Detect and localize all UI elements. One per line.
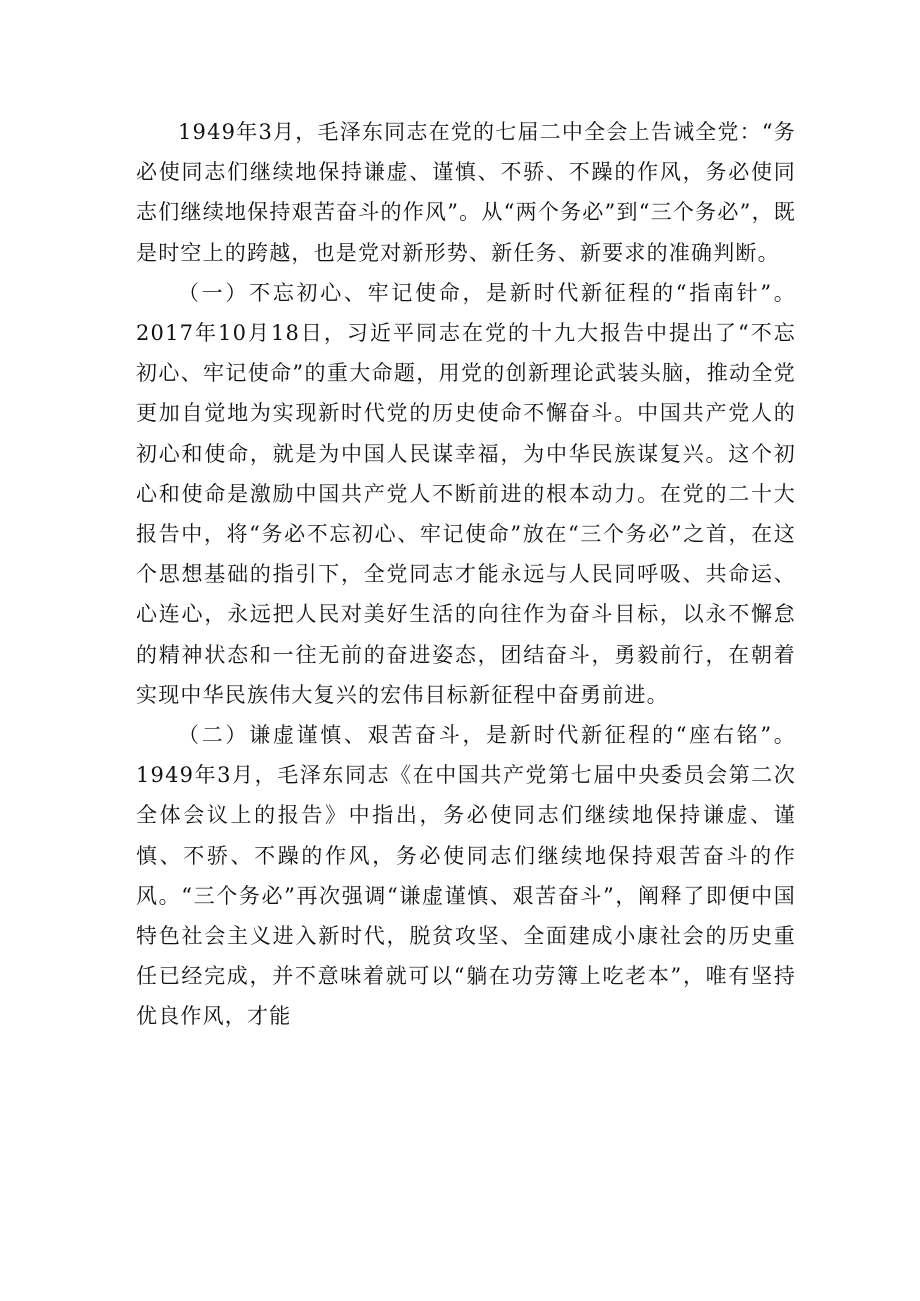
paragraph-section-two: （二）谦虚谨慎、艰苦奋斗，是新时代新征程的“座右铭”。1949年3月，毛泽东同志《在中国共产党第七届中央委员会第二次全体会议上的报告》中指出，务必使同志们继续地保持谦虚、谨慎、不骄、不躁的作风，务必使同志们继续地保持艰苦奋斗的作风。“三个务必”再次强调“谦虚谨慎、艰苦奋斗”，阐释了即便中国特色社会主义进入新时代，脱贫攻坚、全面建成小康社会的历史重任已经完成，并不意味着就可以“躺在功劳簿上吃老本”，唯有坚持优良作风，才能 <box>136 723 796 1029</box>
paragraph-intro: 1949年3月，毛泽东同志在党的七届二中全会上告诫全党：“务必使同志们继续地保持谦虚、谨慎、不骄、不躁的作风，务必使同志们继续地保持艰苦奋斗的作风”。从“两个务必”到“三个务必”，既是时空上的跨越，也是党对新形势、新任务、新要求的准确判断。 <box>136 120 796 265</box>
document-body <box>136 112 796 1037</box>
paragraph-section-one: （一）不忘初心、牢记使命，是新时代新征程的“指南针”。2017年10月18日，习近平同志在党的十九大报告中提出了“不忘初心、牢记使命”的重大命题，用党的创新理论武装头脑，推动全党更加自觉地为实现新时代党的历史使命不懈奋斗。中国共产党人的初心和使命，就是为中国人民谋幸福，为中华民族谋复兴。这个初心和使命是激励中国共产党人不断前进的根本动力。在党的二十大报告中，将“务必不忘初心、牢记使命”放在“三个务必”之首，在这个思想基础的指引下，全党同志才能永远与人民同呼吸、共命运、心连心，永远把人民对美好生活的向往作为奋斗目标，以永不懈怠的精神状态和一往无前的奋进姿态，团结奋斗，勇毅前行，在朝着实现中华民族伟大复兴的宏伟目标新征程中奋勇前进。 <box>136 280 796 707</box>
